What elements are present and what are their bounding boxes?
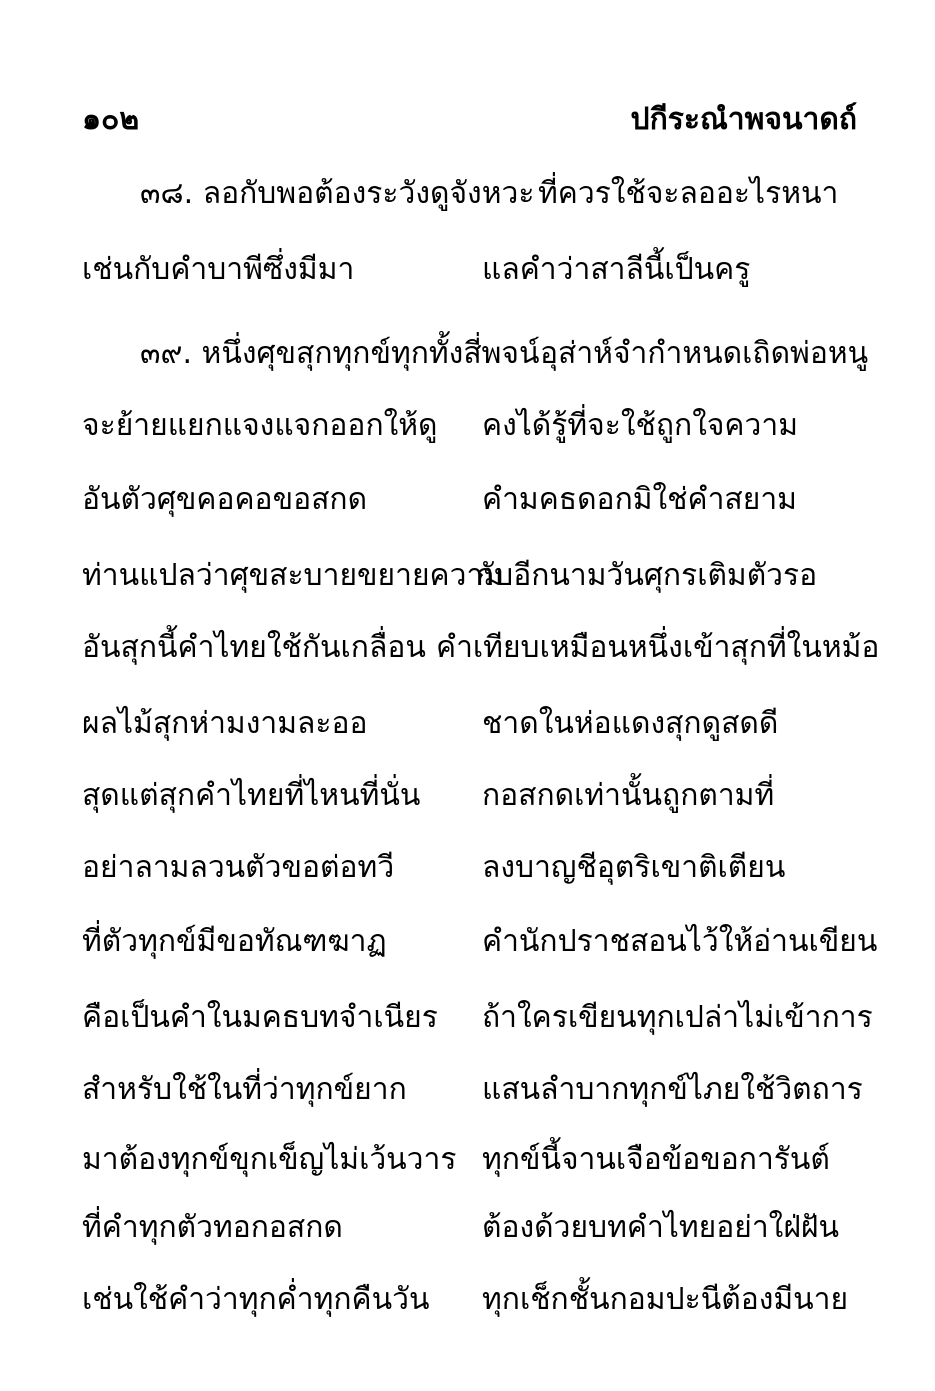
verse-second-half: ลงบาญชีอุตริเขาติเตียน [482,850,786,885]
verse-line [0,1204,935,1250]
verse-first-half: สำหรับใช้ในที่ว่าทุกข์ยาก [82,1072,407,1107]
verse-second-half: แสนลำบากทุกข์ไภยใช้วิตถาร [482,1072,863,1107]
verse-second-half: คงได้รู้ที่จะใช้ถูกใจความ [482,408,798,443]
verse-second-half: คำนักปราชสอนไว้ให้อ่านเขียน [482,924,878,959]
verse-second-half: ที่ควรใช้จะลออะไรหนา [538,176,839,211]
verse-first-half: คือเป็นคำในมคธบทจำเนียร [82,1000,438,1035]
verse-second-half: อุส่าห์จำกำหนดเถิดพ่อหนู [540,336,869,371]
verse-first-half: ผลไม้สุกห่ามงามละออ [82,706,368,741]
verse-line [0,1136,935,1182]
verse-second-half: ต้องด้วยบทคำไทยอย่าใฝ่ฝัน [482,1210,839,1245]
verse-line [0,1066,935,1112]
verse-line [0,994,935,1040]
verse-second-half: กับอีกนามวันศุกรเติมตัวรอ [476,558,818,593]
verse-second-half: กอสกดเท่านั้นถูกตามที่ [482,778,775,813]
verse-second-half: ทุกข์นี้จานเจือข้อขอการันต์ [482,1142,830,1177]
verse-first-half: ที่คำทุกตัวทอกอสกด [82,1210,343,1245]
verse-line [0,1276,935,1322]
verse-second-half: คำมคธดอกมิใช่คำสยาม [482,482,797,517]
verse-first-half: อันสุกนี้คำไทยใช้กันเกลื่อน [82,630,426,665]
verse-line [0,330,935,376]
verse-line [0,476,935,522]
verse-line [0,700,935,746]
page-header [82,96,857,140]
verse-first-half: มาต้องทุกข์ขุกเข็ญไม่เว้นวาร [82,1142,457,1177]
verse-line [0,918,935,964]
verse-second-half: ทุกเช็กชั้นกอมปะนีต้องมีนาย [482,1282,849,1317]
verse-first-half: ที่ตัวทุกข์มีขอทัณฑฆาฏ [82,924,387,959]
verse-line [0,402,935,448]
verse-second-half: ถ้าใครเขียนทุกเปล่าไม่เข้าการ [482,1000,873,1035]
verse-second-half: คำเทียบเหมือนหนึ่งเข้าสุกที่ในหม้อ [436,630,880,665]
book-title: ปกีระณำพจนาดถ์ [630,102,857,137]
verse-line [0,170,935,216]
verse-line [0,624,935,670]
verse-first-half: สุดแต่สุกคำไทยที่ไหนที่นั่น [82,778,421,813]
verse-line [0,246,935,292]
verse-second-half: ชาดในห่อแดงสุกดูสดดี [482,706,779,741]
verse-first-half: ท่านแปลว่าศุขสะบายขยายความ [82,558,504,593]
verse-line [0,772,935,818]
page-number: ๑๐๒ [82,102,140,137]
verse-line [0,844,935,890]
verse-first-half: เช่นใช้คำว่าทุกค่ำทุกคืนวัน [82,1282,430,1317]
verse-first-half: ๓๙. หนึ่งศุขสุกทุกข์ทุกทั้งสี่พจน์ [140,336,540,371]
verse-first-half: ๓๘. ลอกับพอต้องระวังดูจังหวะ [140,176,535,211]
verse-first-half: อันตัวศุขคอคอขอสกด [82,482,368,517]
verse-first-half: จะย้ายแยกแจงแจกออกให้ดู [82,408,438,443]
verse-first-half: เช่นกับคำบาพีซึ่งมีมา [82,252,355,287]
verse-first-half: อย่าลามลวนตัวขอต่อทวี [82,850,395,885]
verse-line [0,552,935,598]
verse-second-half: แลคำว่าสาลีนี้เป็นครู [482,252,751,287]
